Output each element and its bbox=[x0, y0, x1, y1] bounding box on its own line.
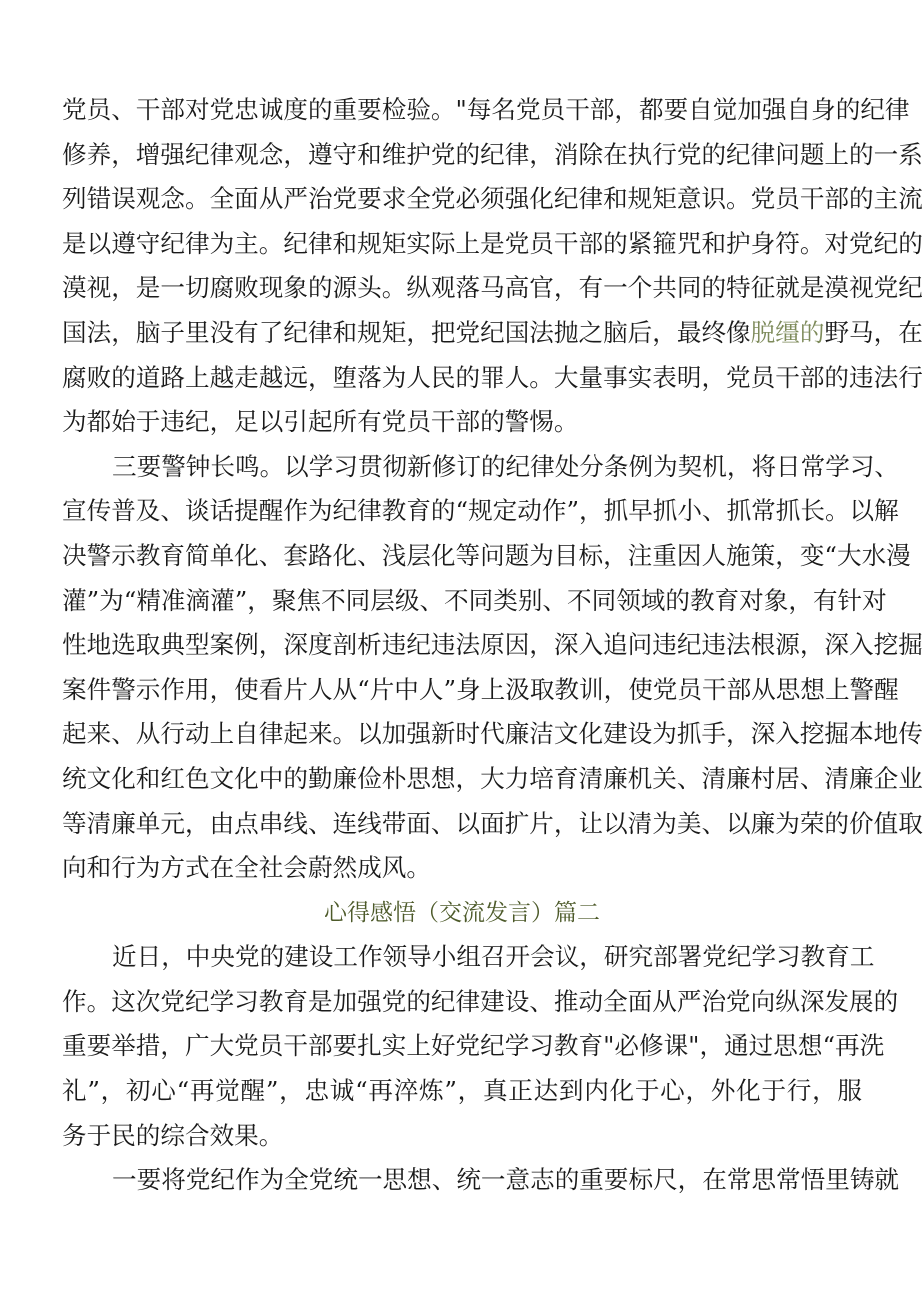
text-line: 一要将党纪作为全党统一思想、统一意志的重要标尺，在常思常悟里铸就 bbox=[112, 1165, 900, 1195]
paragraph-1 bbox=[62, 88, 923, 445]
text-line: 是以遵守纪律为主。纪律和规矩实际上是党员干部的紧箍咒和护身符。对党纪的 bbox=[62, 228, 923, 258]
text-line: 党员、干部对党忠诚度的重要检验。"每名党员干部，都要自觉加强自身的纪律 bbox=[62, 95, 910, 124]
text-line: 等清廉单元，由点串线、连线带面、以面扩片，让以清为美、以廉为荣的价值取 bbox=[62, 808, 923, 838]
text-line: 重要举措，广大党员干部要扎实上好党纪学习教育"必修课"，通过思想“再洗 bbox=[62, 1031, 885, 1061]
text-line: 宣传普及、谈话提醒作为纪律教育的“规定动作”，抓早抓小、抓常抓长。以解 bbox=[62, 496, 899, 526]
text-line: 近日，中央党的建设工作领导小组召开会议，研究部署党纪学习教育工 bbox=[112, 942, 875, 972]
text-segment: 野马，在 bbox=[824, 317, 923, 347]
text-line: 向和行为方式在全社会蔚然成风。 bbox=[62, 853, 431, 883]
text-line: 列错误观念。全面从严治党要求全党必须强化纪律和规矩意识。党员干部的主流 bbox=[62, 184, 923, 214]
text-line: 腐败的道路上越走越远，堕落为人民的罪人。大量事实表明，党员干部的违法行 bbox=[62, 362, 923, 392]
text-line: 案件警示作用，使看片人从“片中人”身上汲取教训，使党员干部从思想上警醒 bbox=[62, 674, 899, 704]
paragraph-4 bbox=[62, 1158, 900, 1203]
text-segment: 国法，脑子里没有了纪律和规矩，把党纪国法抛之脑后，最终像 bbox=[62, 317, 751, 347]
text-line: 三要警钟长鸣。以学习贯彻新修订的纪律处分条例为契机，将日常学习、 bbox=[112, 451, 900, 481]
text-line: 修养，增强纪律观念，遵守和维护党的纪律，消除在执行党的纪律问题上的一系 bbox=[62, 139, 923, 169]
text-line: 统文化和红色文化中的勤廉俭朴思想，大力培育清廉机关、清廉村居、清廉企业 bbox=[62, 763, 923, 793]
text-line: 作。这次党纪学习教育是加强党的纪律建设、推动全面从严治党向纵深发展的 bbox=[62, 986, 899, 1016]
text-line: 务于民的综合效果。 bbox=[62, 1120, 284, 1150]
paragraph-3 bbox=[62, 935, 899, 1158]
text-line: 为都始于违纪，足以引起所有党员干部的警惕。 bbox=[62, 407, 579, 437]
text-line: 漠视，是一切腐败现象的源头。纵观落马高官，有一个共同的特征就是漠视党纪 bbox=[62, 273, 923, 303]
text-line: 起来、从行动上自律起来。以加强新时代廉洁文化建设为抓手，深入挖掘本地传 bbox=[62, 719, 923, 749]
paragraph-2 bbox=[62, 445, 923, 891]
text-line: 决警示教育简单化、套路化、浅层化等问题为目标，注重因人施策，变“大水漫 bbox=[62, 540, 911, 570]
text-line: 礼”，初心“再觉醒”，忠诚“再淬炼”，真正达到内化于心，外化于行，服 bbox=[62, 1076, 862, 1106]
text-line: 性地选取典型案例，深度剖析违纪违法原因，深入追问违纪违法根源，深入挖掘 bbox=[62, 630, 923, 660]
text-line: 灌”为“精准滴灌”，聚焦不同层级、不同类别、不同领域的教育对象，有针对 bbox=[62, 585, 887, 615]
section-heading: 心得感悟（交流发言）篇二 bbox=[324, 899, 600, 926]
text-line-with-highlight bbox=[62, 311, 923, 356]
highlighted-phrase: 脱缰的 bbox=[750, 317, 825, 347]
document-page bbox=[62, 88, 923, 1203]
